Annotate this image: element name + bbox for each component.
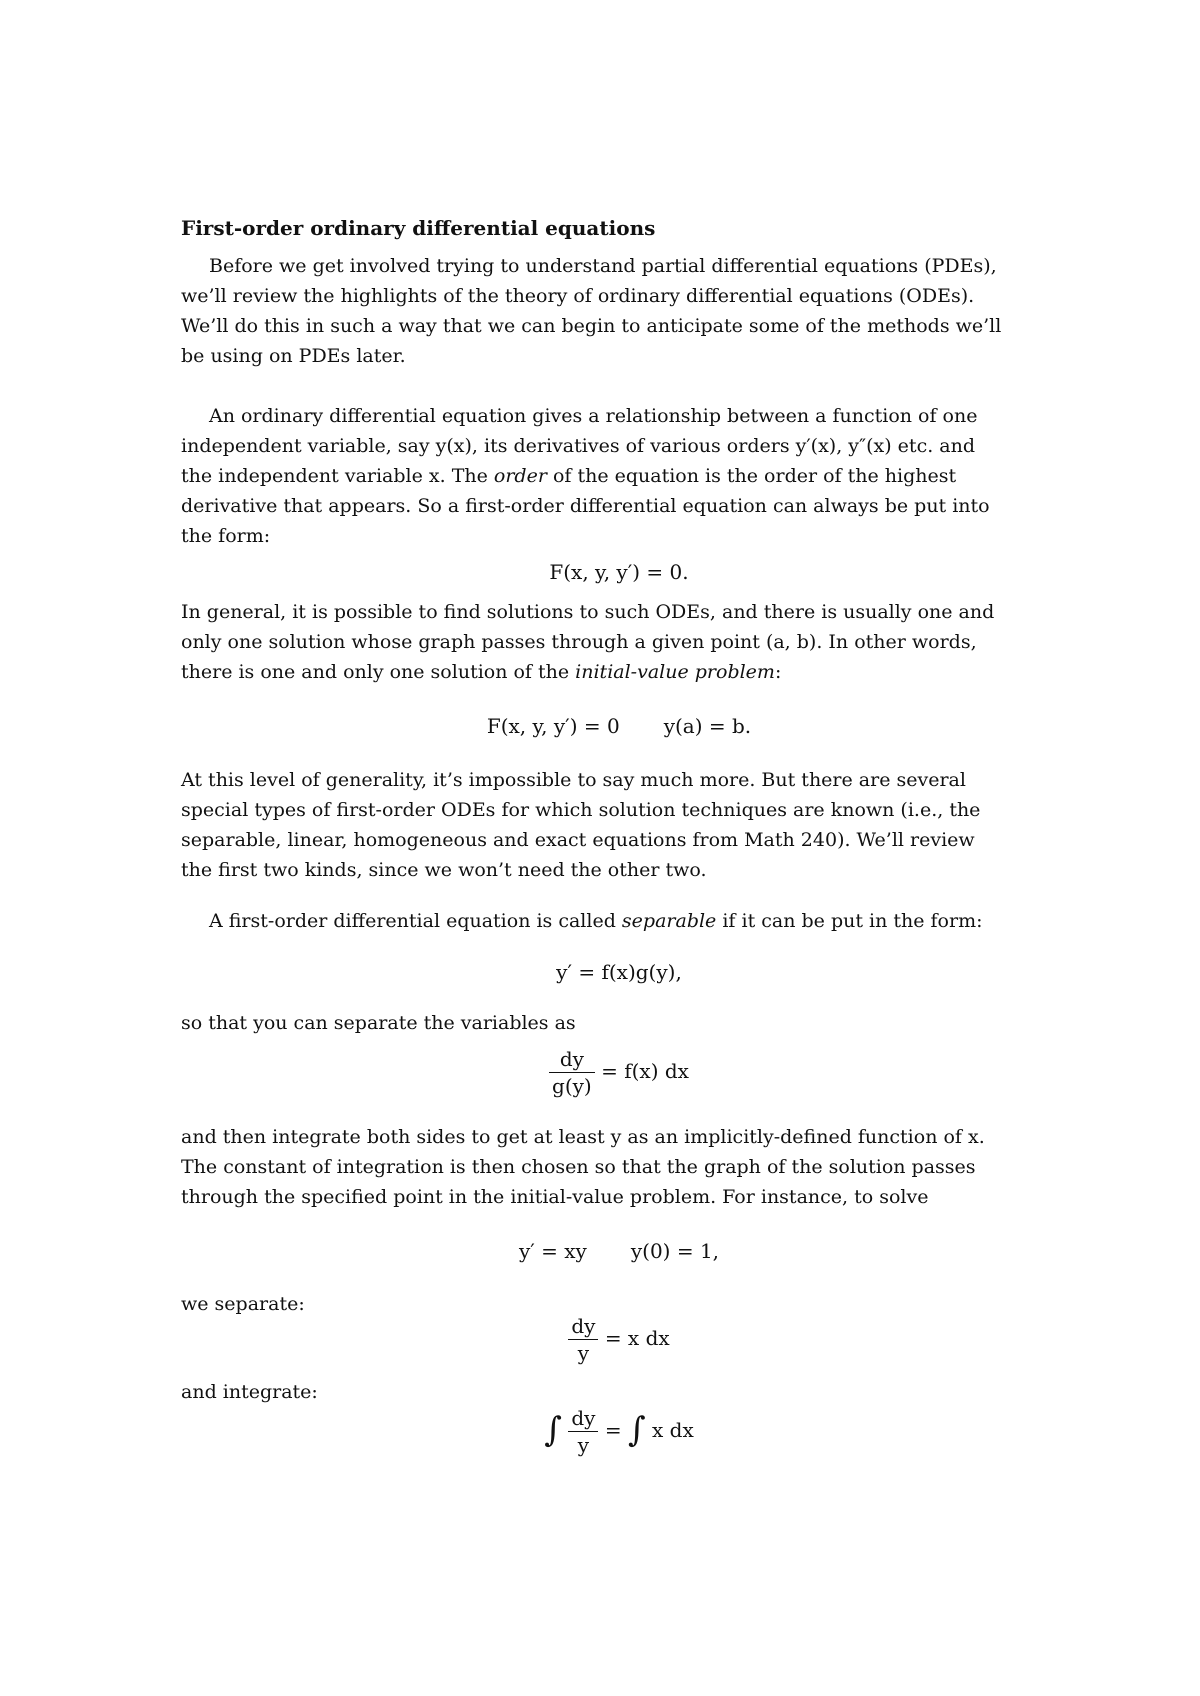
equation-part: y(0) = 1, (630, 1239, 720, 1263)
text-line: through the specified point in the initial-value problem. For instance, to solve (181, 1186, 929, 1208)
text-fragment: the independent variable x. The (181, 465, 494, 487)
fraction-numerator: dy (549, 1046, 595, 1073)
paragraph-integrate (181, 1122, 1057, 1212)
text-fragment: if it can be put in the form: (716, 910, 983, 932)
integral-sign: ∫ (627, 1409, 646, 1450)
paragraph-we-separate: we separate: (181, 1293, 305, 1315)
fraction (568, 1405, 598, 1458)
equation-part: x dx (652, 1418, 694, 1442)
equation-part: = f(x) dx (601, 1059, 689, 1083)
text-line: An ordinary differential equation gives a relationship between a function of one (209, 405, 978, 427)
fraction (568, 1313, 598, 1366)
text-line: the form: (181, 525, 271, 547)
paragraph-and-integrate: and integrate: (181, 1381, 318, 1403)
text-line: the first two kinds, since we won’t need the other two. (181, 859, 707, 881)
text-line (181, 906, 1057, 936)
fraction-numerator: dy (568, 1405, 598, 1432)
section-heading: First-order ordinary differential equations (181, 216, 656, 240)
text-line: separable, linear, homogeneous and exact equations from Math 240). We’ll review (181, 829, 975, 851)
text-line: independent variable, say y(x), its derivatives of various orders y′(x), y″(x) etc. and (181, 435, 976, 457)
equation-example-integrated (181, 1405, 1057, 1458)
fraction-denominator: g(y) (552, 1074, 592, 1098)
paragraph-separable-definition (181, 906, 1057, 936)
equation-part: = (604, 1418, 622, 1442)
text-fragment: : (774, 661, 782, 683)
paragraph-definition (181, 401, 1057, 551)
equation-separable-form: y′ = f(x)g(y), (556, 960, 682, 984)
equation-initial-value-problem (181, 711, 1057, 741)
fraction-denominator: y (577, 1433, 590, 1457)
equation-part: = x dx (604, 1326, 670, 1350)
equation-part: F(x, y, y′) = 0 (486, 714, 620, 738)
text-line: At this level of generality, it’s impossible to say much more. But there are several (181, 769, 966, 791)
paragraph-existence (181, 597, 1057, 687)
equation-part: y′ = xy (518, 1239, 587, 1263)
text-line: we’ll review the highlights of the theory of ordinary differential equations (ODEs). (181, 285, 975, 307)
integral-sign: ∫ (544, 1409, 562, 1450)
paragraph-separate-variables: so that you can separate the variables as (181, 1012, 576, 1034)
text-line: and then integrate both sides to get at least y as an implicitly-defined function of x. (181, 1126, 985, 1148)
fraction (549, 1046, 595, 1099)
emphasis-order: order (493, 465, 547, 487)
emphasis-separable: separable (621, 910, 717, 932)
text-line: be using on PDEs later. (181, 345, 406, 367)
text-line: Before we get involved trying to understand partial differential equations (PDEs), (209, 255, 997, 277)
paragraph-generality (181, 765, 1057, 885)
text-fragment: there is one and only one solution of the (181, 661, 576, 683)
equation-separated (181, 1046, 1057, 1099)
text-line: only one solution whose graph passes through a given point (a, b). In other words, (181, 631, 977, 653)
equation-example-separated (181, 1313, 1057, 1366)
equation-part: y(a) = b. (663, 714, 752, 738)
text-line: In general, it is possible to find solutions to such ODEs, and there is usually one and (181, 601, 995, 623)
equation-general-form: F(x, y, y′) = 0. (549, 560, 689, 584)
text-fragment: A first-order differential equation is called (209, 910, 622, 932)
text-line: derivative that appears. So a first-order differential equation can always be put into (181, 495, 990, 517)
text-line (181, 657, 1057, 687)
paragraph-intro (181, 251, 1057, 371)
text-line: We’ll do this in such a way that we can begin to anticipate some of the methods we’ll (181, 315, 1002, 337)
text-line: The constant of integration is then chosen so that the graph of the solution passes (181, 1156, 976, 1178)
emphasis-initial-value-problem: initial-value problem (575, 661, 775, 683)
text-fragment: of the equation is the order of the highest (546, 465, 957, 487)
text-line (181, 461, 1057, 491)
text-line: special types of first-order ODEs for which solution techniques are known (i.e., the (181, 799, 981, 821)
fraction-denominator: y (577, 1341, 590, 1365)
equation-example-ivp (181, 1236, 1057, 1266)
fraction-numerator: dy (568, 1313, 598, 1340)
